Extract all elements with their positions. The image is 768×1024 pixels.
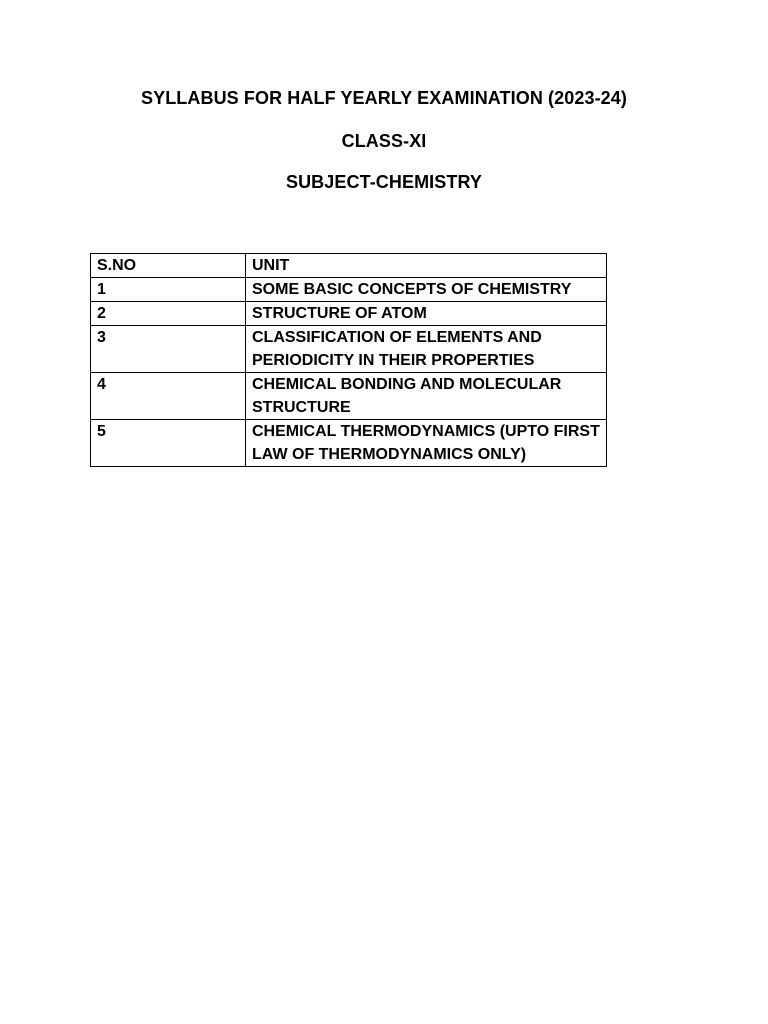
row-unit: CHEMICAL BONDING AND MOLECULAR STRUCTURE: [246, 373, 607, 420]
document-title: SYLLABUS FOR HALF YEARLY EXAMINATION (2023-24): [140, 88, 627, 108]
header-sno: S.NO: [91, 254, 246, 278]
row-sno: 2: [91, 302, 246, 326]
class-heading: CLASS-XI: [341, 131, 427, 151]
row-sno: 4: [91, 373, 246, 420]
table-row: [91, 373, 607, 420]
table-row: [91, 302, 607, 326]
table-row: [91, 420, 607, 467]
table-header: [91, 254, 607, 278]
row-sno: 5: [91, 420, 246, 467]
subject-heading: SUBJECT-CHEMISTRY: [285, 172, 483, 192]
row-unit: CLASSIFICATION OF ELEMENTS AND PERIODICITY IN THEIR PROPERTIES: [246, 326, 607, 373]
row-unit: STRUCTURE OF ATOM: [246, 302, 607, 326]
row-unit: SOME BASIC CONCEPTS OF CHEMISTRY: [246, 278, 607, 302]
table-header-row: [91, 254, 607, 278]
table-row: [91, 326, 607, 373]
row-sno: 3: [91, 326, 246, 373]
syllabus-table: [90, 253, 607, 467]
header-unit: UNIT: [246, 254, 607, 278]
row-sno: 1: [91, 278, 246, 302]
table-body: [91, 278, 607, 467]
row-unit: CHEMICAL THERMODYNAMICS (UPTO FIRST LAW OF THERMODYNAMICS ONLY): [246, 420, 607, 467]
table-row: [91, 278, 607, 302]
